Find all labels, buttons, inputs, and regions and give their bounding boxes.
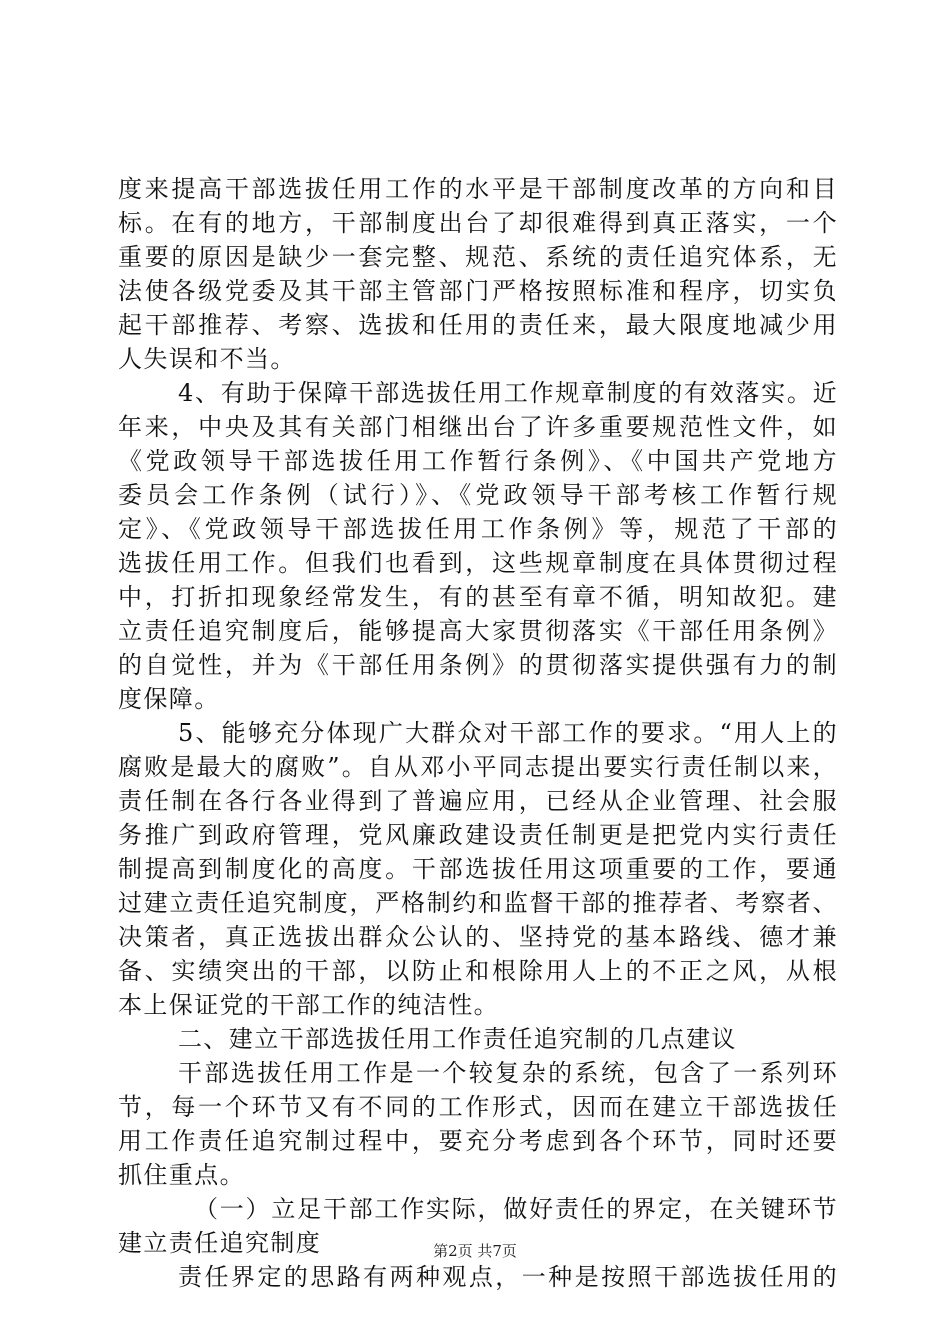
text-line: 过建立责任追究制度，严格制约和监督干部的推荐者、考察者、 [118, 889, 838, 917]
text-line: 抓住重点。 [118, 1161, 245, 1189]
text-line: 二、建立干部选拔任用工作责任追究制的几点建议 [178, 1025, 737, 1053]
text-line: 制提高到制度化的高度。干部选拔任用这项重要的工作，要通 [118, 855, 838, 883]
text-line: 委员会工作条例（试行）》、《党政领导干部考核工作暂行规 [118, 481, 838, 509]
text-line: 年来，中央及其有关部门相继出台了许多重要规范性文件，如 [118, 413, 838, 441]
text-line: 定》、《党政领导干部选拔任用工作条例》等，规范了干部的 [118, 515, 838, 543]
text-line: 决策者，真正选拔出群众公认的、坚持党的基本路线、德才兼 [118, 923, 838, 951]
text-line: 人失误和不当。 [118, 345, 296, 373]
text-line: 《党政领导干部选拔任用工作暂行条例》、《中国共产党地方 [118, 447, 838, 475]
text-line: 标。在有的地方，干部制度出台了却很难得到真正落实，一个 [118, 209, 838, 237]
text-line: 度来提高干部选拔任用工作的水平是干部制度改革的方向和目 [118, 175, 838, 203]
text-line: 法使各级党委及其干部主管部门严格按照标准和程序，切实负 [118, 277, 838, 305]
page-footer: 第2页 共7页 [433, 1242, 517, 1260]
text-line: 备、实绩突出的干部，以防止和根除用人上的不正之风，从根 [118, 957, 838, 985]
text-line: 的自觉性，并为《干部任用条例》的贯彻落实提供强有力的制 [118, 651, 838, 679]
text-line: （一）立足干部工作实际，做好责任的界定，在关键环节 [194, 1195, 838, 1223]
text-line: 责任界定的思路有两种观点，一种是按照干部选拔任用的 [178, 1263, 838, 1291]
text-line: 选拔任用工作。但我们也看到，这些规章制度在具体贯彻过程 [118, 549, 838, 577]
text-line: 用工作责任追究制过程中，要充分考虑到各个环节，同时还要 [118, 1127, 838, 1155]
text-line: 起干部推荐、考察、选拔和任用的责任来，最大限度地减少用 [118, 311, 838, 339]
text-line: 5、能够充分体现广大群众对干部工作的要求。“用人上的 [178, 719, 838, 747]
text-line: 本上保证党的干部工作的纯洁性。 [118, 991, 499, 1019]
text-line: 干部选拔任用工作是一个较复杂的系统，包含了一系列环 [178, 1059, 838, 1087]
text-line: 建立责任追究制度 [118, 1229, 322, 1257]
text-line: 度保障。 [118, 685, 220, 713]
text-line: 腐败是最大的腐败”。自从邓小平同志提出要实行责任制以来， [118, 753, 838, 781]
text-line: 务推广到政府管理，党风廉政建设责任制更是把党内实行责任 [118, 821, 838, 849]
document-body [118, 172, 838, 1294]
text-line: 节，每一个环节又有不同的工作形式，因而在建立干部选拔任 [118, 1093, 838, 1121]
text-line: 4、有助于保障干部选拔任用工作规章制度的有效落实。近 [178, 379, 838, 407]
text-line: 立责任追究制度后，能够提高大家贯彻落实《干部任用条例》 [118, 617, 838, 645]
text-line: 中，打折扣现象经常发生，有的甚至有章不循，明知故犯。建 [118, 583, 838, 611]
text-line: 责任制在各行各业得到了普遍应用，已经从企业管理、社会服 [118, 787, 838, 815]
text-line: 重要的原因是缺少一套完整、规范、系统的责任追究体系，无 [118, 243, 838, 271]
